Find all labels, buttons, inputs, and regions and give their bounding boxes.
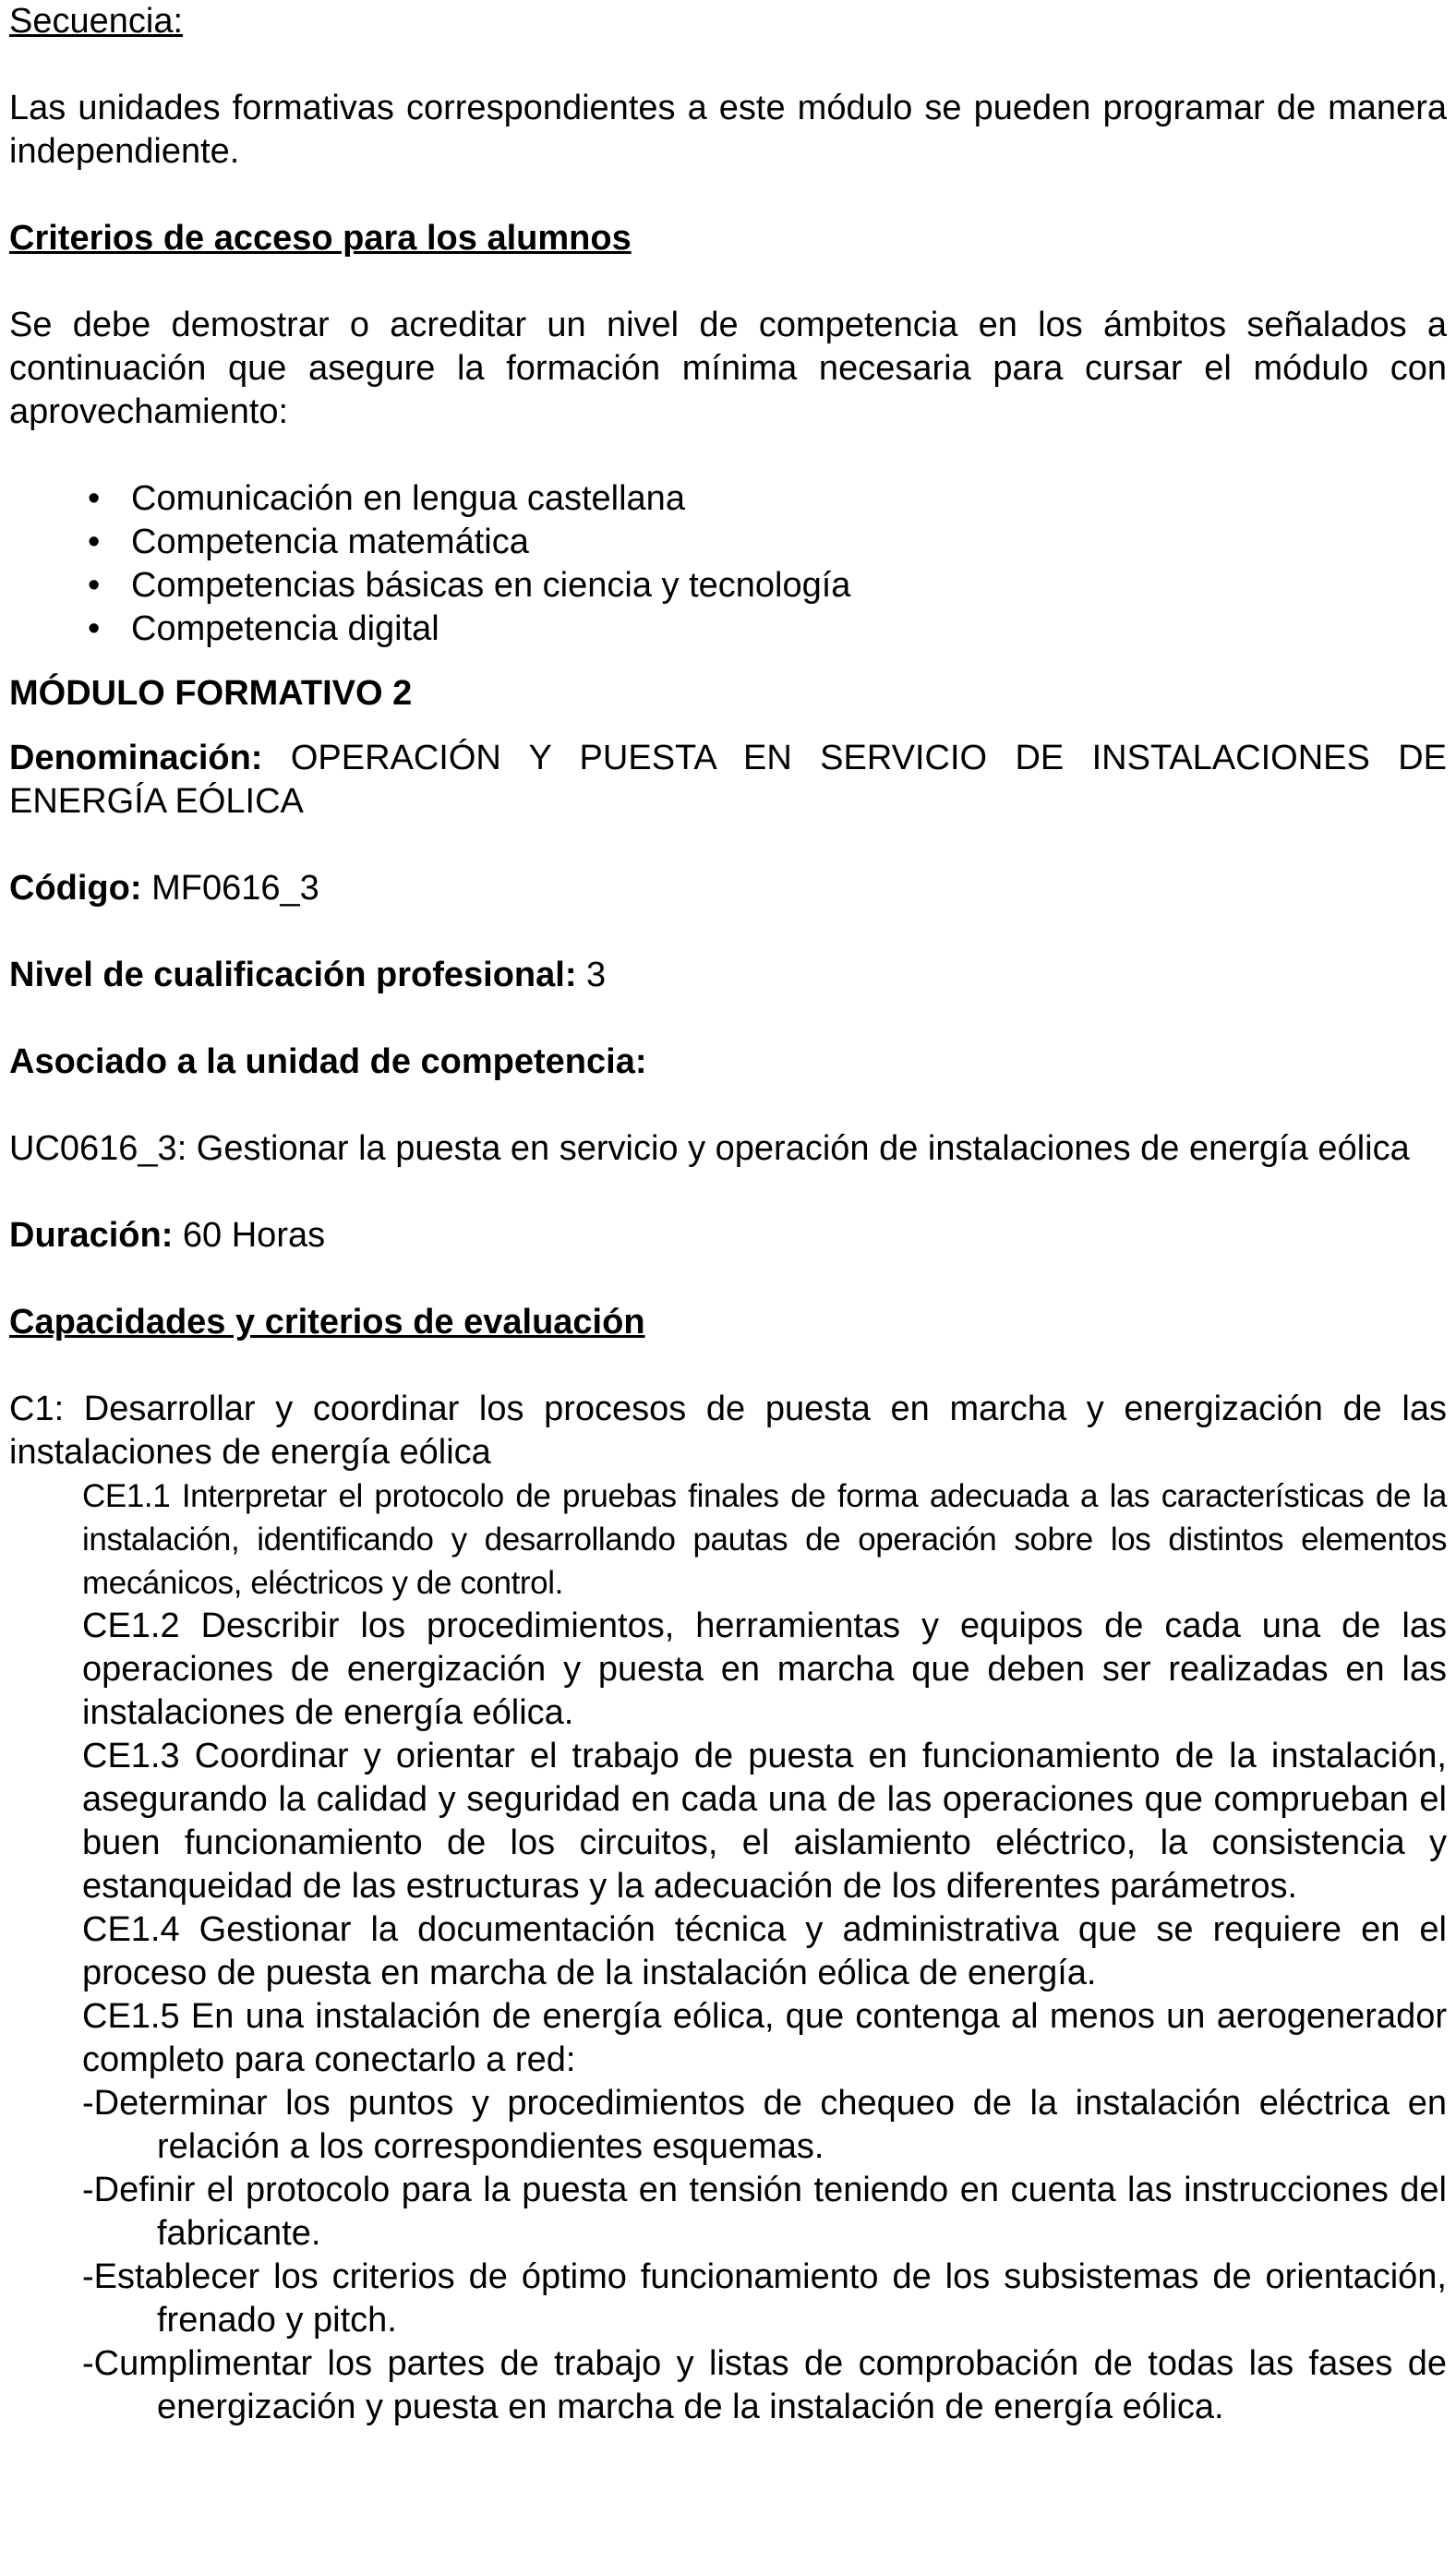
secuencia-heading: Secuencia: xyxy=(9,2,184,41)
modulo-title: MÓDULO FORMATIVO 2 xyxy=(9,674,413,713)
ce-item: CE1.3 Coordinar y orientar el trabajo de puesta en funcionamiento de la instalación, asegurando la calidad y seguridad en cada una de las operaciones que comprueban el buen funcionamiento de los circuitos, el aislamiento eléctrico, la consistencia y estanqueidad de las estructuras y la adecuación de los diferentes parámetros. xyxy=(82,1737,1447,1906)
dash-item: -Cumplimentar los partes de trabajo y listas de comprobación de todas las fases de energización y puesta en marcha de la instalación de energía eólica. xyxy=(82,2344,1447,2426)
ce-item: CE1.4 Gestionar la documentación técnica y administrativa que se requiere en el proceso de puesta en marcha de la instalación eólica de energía. xyxy=(82,1910,1447,1992)
denominacion-value: OPERACIÓN Y PUESTA EN SERVICIO DE INSTALACIONES DE ENERGÍA EÓLICA xyxy=(9,739,1447,821)
acceso-text: Se debe demostrar o acreditar un nivel de competencia en los ámbitos señalados a continuación que asegure la formación mínima necesaria para cursar el módulo con aprovechamiento: xyxy=(9,306,1447,431)
codigo xyxy=(9,867,1447,910)
dash-item: -Definir el protocolo para la puesta en tensión teniendo en cuenta las instrucciones del fabricante. xyxy=(82,2171,1447,2253)
duracion-value: 60 Horas xyxy=(173,1216,326,1255)
list-item: • Competencia digital xyxy=(131,608,1447,651)
nivel-label: Nivel de cualificación profesional: xyxy=(9,956,577,994)
capacidades-heading: Capacidades y criterios de evaluación xyxy=(9,1303,645,1342)
duracion-label: Duración: xyxy=(9,1216,174,1255)
codigo-value: MF0616_3 xyxy=(141,869,319,908)
list-item: • Competencia matemática xyxy=(131,521,1447,564)
ce-item: CE1.2 Describir los procedimientos, herramientas y equipos de cada una de las operaciones de energización y puesta en marcha que deben ser realizadas en las instalaciones de energía eólica. xyxy=(82,1606,1447,1732)
denominacion-label: Denominación: xyxy=(9,739,263,777)
competencias-list xyxy=(9,477,1447,651)
codigo-label: Código: xyxy=(9,869,142,908)
denominacion xyxy=(9,737,1447,824)
acceso-heading: Criterios de acceso para los alumnos xyxy=(9,219,632,258)
ce-item: CE1.5 En una instalación de energía eólica, que contenga al menos un aerogenerador completo para conectarlo a red: xyxy=(82,1997,1447,2079)
nivel-value: 3 xyxy=(576,956,607,994)
uc-text: UC0616_3: Gestionar la puesta en servicio y operación de instalaciones de energía eólica xyxy=(9,1129,1410,1168)
nivel xyxy=(9,954,1447,997)
ce-item: CE1.1 Interpretar el protocolo de pruebas finales de forma adecuada a las características de la instalación, identificando y desarrollando pautas de operación sobre los distintos elementos mecánicos, eléctricos y de control. xyxy=(82,1478,1447,1601)
list-item: • Competencias básicas en ciencia y tecnología xyxy=(131,564,1447,608)
list-item: • Comunicación en lengua castellana xyxy=(131,477,1447,521)
document-page xyxy=(9,0,1447,2429)
c1-text: C1: Desarrollar y coordinar los procesos de puesta en marcha y energización de las instalaciones de energía eólica xyxy=(9,1390,1447,1472)
asociado-label: Asociado a la unidad de competencia: xyxy=(9,1042,647,1081)
dash-item: -Determinar los puntos y procedimientos de chequeo de la instalación eléctrica en relación a los correspondientes esquemas. xyxy=(82,2084,1447,2166)
secuencia-text: Las unidades formativas correspondientes a este módulo se pueden programar de manera independiente. xyxy=(9,89,1447,171)
dash-item: -Establecer los criterios de óptimo funcionamiento de los subsistemas de orientación, frenado y pitch. xyxy=(82,2257,1447,2340)
duracion xyxy=(9,1214,1447,1257)
